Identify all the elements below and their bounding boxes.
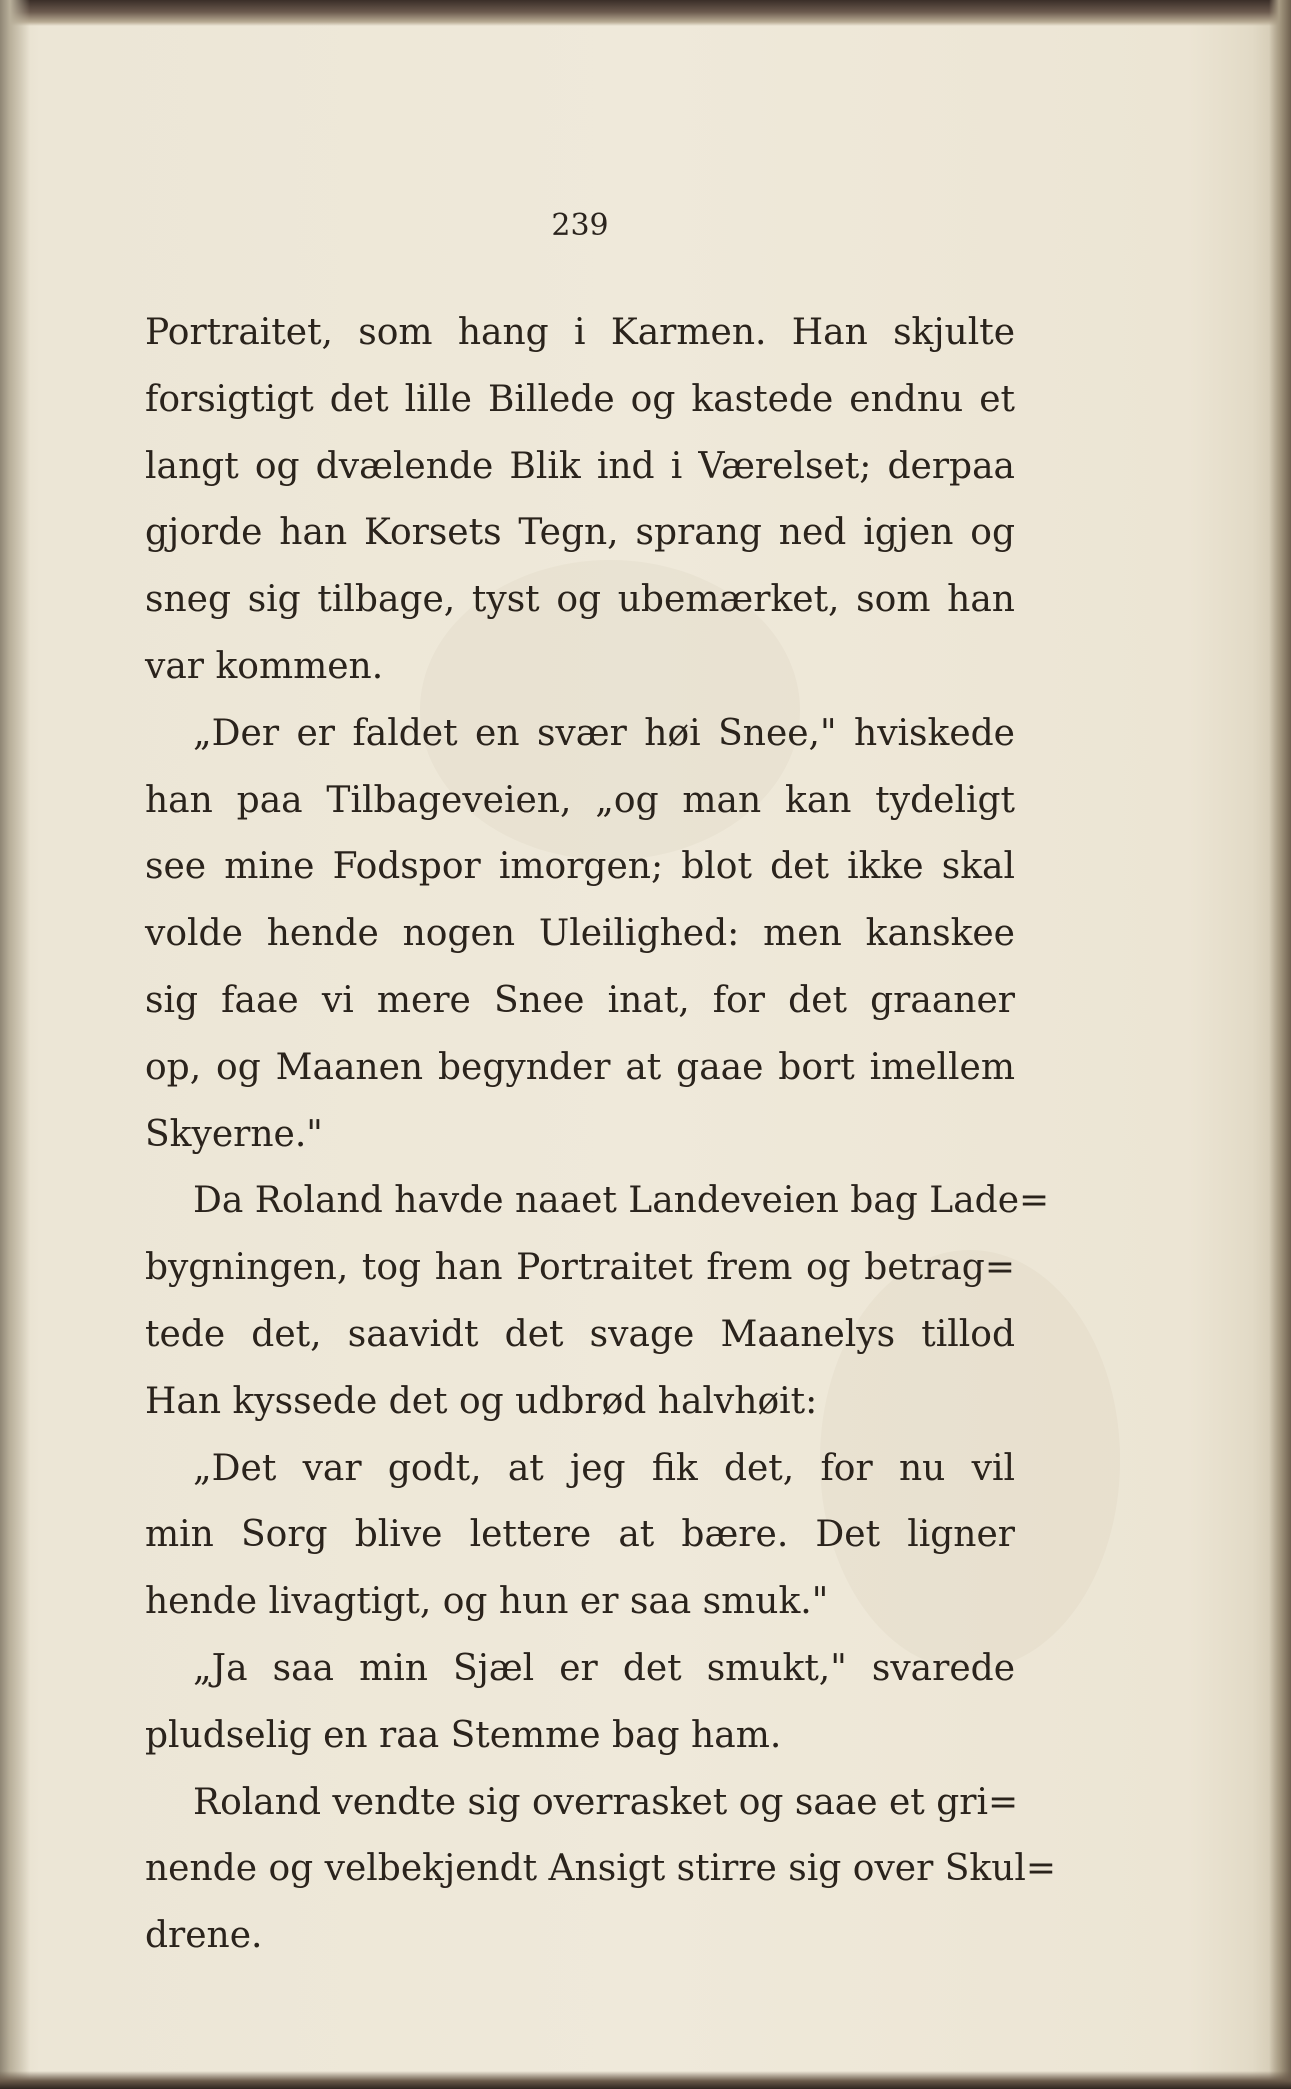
page-number: 239 — [551, 208, 609, 243]
text-line: forsigtigt det lille Billede og kastede endnu et — [145, 378, 1015, 420]
text-line: han paa Tilbageveien, „og man kan tydeligt — [145, 779, 1015, 821]
text-line: gjorde han Korsets Tegn, sprang ned igjen og — [145, 512, 1015, 554]
page-top-edge — [0, 0, 1291, 26]
page-right-edge — [1269, 0, 1291, 2089]
text-line: langt og dvælende Blik ind i Værelset; derpaa — [145, 445, 1015, 487]
page-bottom-edge — [0, 2071, 1291, 2089]
text-line: sig faae vi mere Snee inat, for det graaner — [145, 979, 1015, 1021]
text-line: „Det var godt, at jeg fik det, for nu vil — [193, 1447, 1015, 1489]
text-line: pludselig en raa Stemme bag ham. — [145, 1714, 782, 1756]
text-line: Da Roland havde naaet Landeveien bag Lade= — [193, 1180, 1050, 1222]
text-line: sneg sig tilbage, tyst og ubemærket, som han — [145, 579, 1015, 621]
text-line: hende livagtigt, og hun er saa smuk." — [145, 1581, 829, 1623]
text-line: drene. — [145, 1915, 263, 1957]
text-line: min Sorg blive lettere at bære. Det ligner — [145, 1514, 1015, 1556]
text-line: Han kyssede det og udbrød halvhøit: — [145, 1380, 818, 1422]
text-line: Portraitet, som hang i Karmen. Han skjulte — [145, 312, 1015, 353]
page-binding-shadow — [0, 0, 30, 2089]
text-line: var kommen. — [145, 645, 384, 687]
text-line: „Der er faldet en svær høi Snee," hviskede — [193, 712, 1015, 754]
text-line: see mine Fodspor imorgen; blot det ikke skal — [145, 846, 1015, 888]
text-line: „Ja saa min Sjæl er det smukt," svarede — [193, 1647, 1015, 1689]
body-text — [145, 300, 1057, 1970]
text-line: Roland vendte sig overrasket og saae et gri= — [193, 1781, 1019, 1823]
text-line: bygningen, tog han Portraitet frem og betrag= — [145, 1247, 1015, 1289]
text-line: nende og velbekjendt Ansigt stirre sig over Skul= — [145, 1848, 1057, 1890]
text-line: Skyerne." — [145, 1113, 323, 1155]
text-line: op, og Maanen begynder at gaae bort imellem — [145, 1046, 1015, 1088]
text-line: tede det, saavidt det svage Maanelys tillod — [145, 1313, 1015, 1355]
text-line: volde hende nogen Uleilighed: men kanskee — [145, 913, 1015, 955]
